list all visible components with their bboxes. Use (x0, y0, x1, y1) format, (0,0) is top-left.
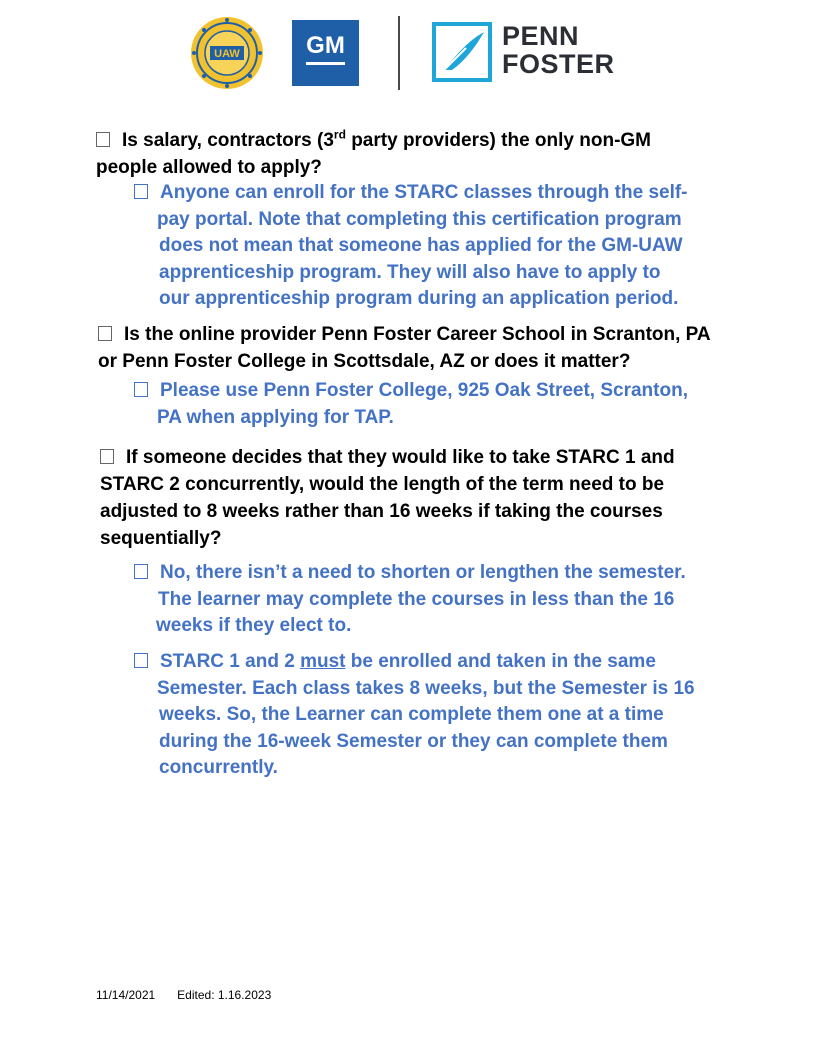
penn-foster-line2: FOSTER (502, 49, 615, 79)
question-2: Is the online provider Penn Foster Career School in Scranton, PA or Penn Foster College in Scottsdale, AZ or does it matter? (98, 324, 711, 372)
checkbox-bullet-icon (134, 184, 148, 199)
checkbox-bullet-icon (100, 449, 114, 464)
answer-2: Please use Penn Foster College, 925 Oak Street, Scranton, PA when applying for TAP. (134, 378, 688, 431)
footer-date: 11/14/2021 (96, 988, 156, 1002)
checkbox-bullet-icon (134, 382, 148, 397)
logo-header (0, 14, 816, 94)
checkbox-bullet-icon (134, 653, 148, 668)
checkbox-bullet-icon (98, 326, 112, 341)
question-3: If someone decides that they would like to take STARC 1 and STARC 2 concurrently, would the length of the term need to be adjusted to 8 weeks rather than 16 weeks if taking the courses sequentially? (100, 447, 675, 549)
penn-foster-feather-icon (432, 22, 492, 82)
gm-logo (292, 20, 359, 86)
footer-edited: Edited: 1.16.2023 (177, 988, 272, 1002)
answer-1: Anyone can enroll for the STARC classes through the self- pay portal. Note that completing this certification program does not mean that someone has applied for the GM-UAW apprenticeship program. They will also have to apply to our apprenticeship program during an application period. (134, 180, 688, 313)
footer (96, 988, 293, 1002)
answer-3b: STARC 1 and 2 must be enrolled and taken in the same Semester. Each class takes 8 weeks, but the Semester is 16 weeks. So, the Learner can complete them one at a time during the 16-week Semester or they can complete them concurrently. (134, 649, 695, 782)
uaw-logo (190, 16, 264, 90)
penn-foster-line1: PENN (502, 21, 580, 51)
gm-logo-text: GM (306, 32, 345, 59)
checkbox-bullet-icon (134, 564, 148, 579)
question-1: Is salary, contractors (3rd party providers) the only non-GM people allowed to apply? (96, 127, 651, 178)
checkbox-bullet-icon (96, 132, 110, 147)
penn-foster-wordmark (502, 23, 615, 79)
logo-divider (398, 16, 400, 90)
uaw-logo-text: UAW (214, 48, 240, 60)
answer-3a: No, there isn’t a need to shorten or lengthen the semester. The learner may complete the courses in less than the 16 weeks if they elect to. (134, 560, 686, 640)
